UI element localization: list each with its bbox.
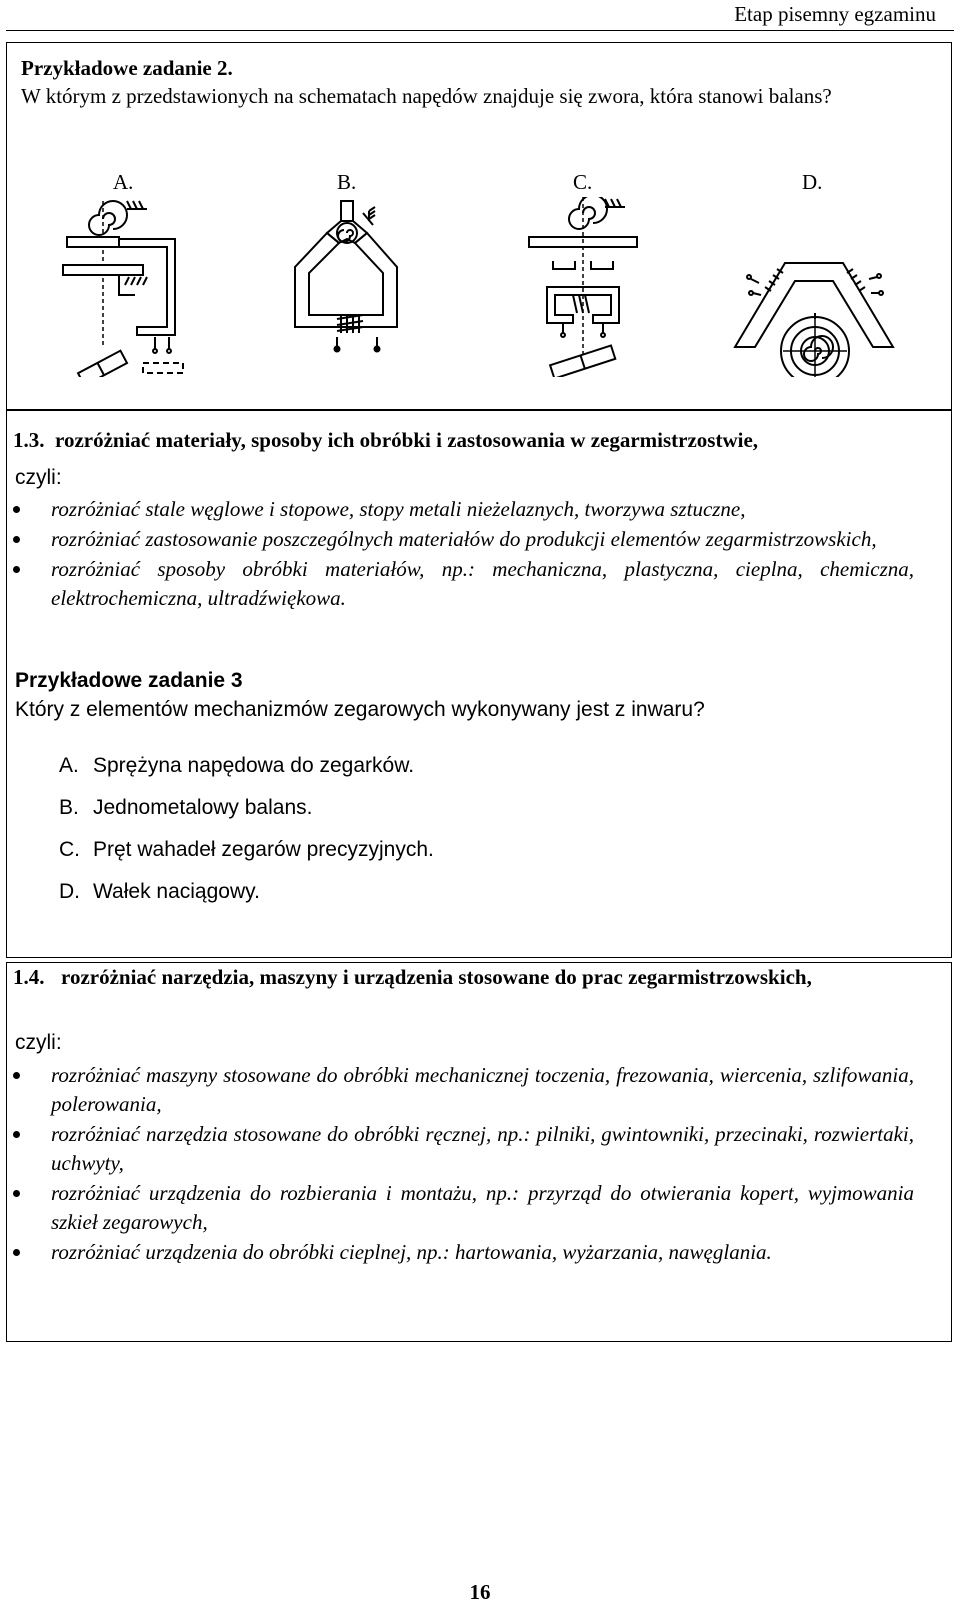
bullet-icon <box>13 1131 20 1138</box>
section-1-3-bullets <box>9 495 914 614</box>
option-a-label: A. <box>113 170 134 194</box>
section-1-3-box <box>6 410 952 958</box>
answer-a: A. Sprężyna napędowa do zegarków. <box>59 754 415 777</box>
diagram-c <box>523 197 653 377</box>
option-c-label: C. <box>573 170 593 194</box>
option-b-label: B. <box>337 170 357 194</box>
bullet-icon <box>13 1249 20 1256</box>
page-header: Etap pisemny egzaminu <box>734 2 936 26</box>
example-2-box <box>6 42 952 410</box>
list-item: rozróżniać urządzenia do rozbierania i montażu, np.: przyrząd do otwierania kopert, wyjmowania szkieł zegarowych, <box>9 1179 914 1237</box>
list-item: rozróżniać maszyny stosowane do obróbki mechanicznej toczenia, frezowania, wiercenia, szlifowania, polerowania, <box>9 1061 914 1119</box>
header-divider <box>6 30 954 31</box>
answer-b: B. Jednometalowy balans. <box>59 796 313 819</box>
answer-d: D. Wałek naciągowy. <box>59 880 260 903</box>
diagram-a <box>59 197 189 377</box>
list-item: rozróżniać narzędzia stosowane do obróbki ręcznej, np.: pilniki, gwintowniki, przecinaki, rozwiertaki, uchwyty, <box>9 1120 914 1178</box>
section-1-3-number: 1.3. <box>13 428 45 452</box>
bullet-icon <box>13 506 20 513</box>
answer-c: C. Pręt wahadeł zegarów precyzyjnych. <box>59 838 434 861</box>
section-1-4-number: 1.4. <box>13 965 45 989</box>
list-item: rozróżniać sposoby obróbki materiałów, np.: mechaniczna, plastyczna, cieplna, chemiczna, elektrochemiczna, ultradźwiękowa. <box>9 555 914 613</box>
bullet-icon <box>13 566 20 573</box>
bullet-icon <box>13 1072 20 1079</box>
list-item: rozróżniać zastosowanie poszczególnych materiałów do produkcji elementów zegarmistrzowskich, <box>9 525 914 554</box>
diagram-b <box>281 197 411 377</box>
section-1-3-title: rozróżniać materiały, sposoby ich obróbki i zastosowania w zegarmistrzostwie, <box>55 428 759 452</box>
bullet-icon <box>13 536 20 543</box>
section-1-4-title: rozróżniać narzędzia, maszyny i urządzenia stosowane do prac zegarmistrzowskich, <box>61 965 812 989</box>
page-number: 16 <box>469 1580 491 1604</box>
example-3-title: Przykładowe zadanie 3 <box>15 669 243 692</box>
option-d-label: D. <box>802 170 823 194</box>
diagram-d <box>729 197 899 377</box>
list-item: rozróżniać stale węglowe i stopowe, stopy metali nieżelaznych, tworzywa sztuczne, <box>9 495 914 524</box>
example-2-title: Przykładowe zadanie 2. <box>21 56 233 80</box>
example-3-question: Który z elementów mechanizmów zegarowych wykonywany jest z inwaru? <box>15 698 705 721</box>
czyli-label-1: czyli: <box>15 466 62 489</box>
section-1-4-box <box>6 962 952 1342</box>
czyli-label-2: czyli: <box>15 1031 62 1054</box>
section-1-4-bullets <box>9 1061 914 1268</box>
section-1-4-heading <box>13 963 933 992</box>
section-1-3-heading <box>13 428 758 453</box>
example-2-question: W którym z przedstawionych na schematach napędów znajduje się zwora, która stanowi balans? <box>21 84 832 108</box>
bullet-icon <box>13 1190 20 1197</box>
list-item: rozróżniać urządzenia do obróbki cieplnej, np.: hartowania, wyżarzania, nawęglania. <box>9 1238 914 1267</box>
